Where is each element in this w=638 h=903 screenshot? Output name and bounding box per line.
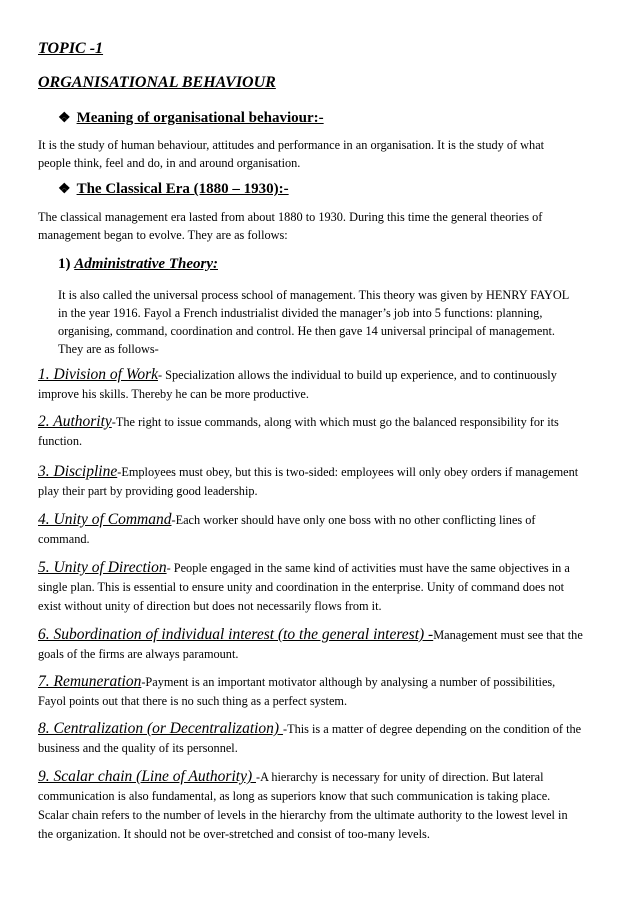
- principle-heading: 4. Unity of Command: [38, 511, 172, 528]
- subsection-title: Administrative Theory:: [74, 256, 218, 272]
- text-line: management began to evolve. They are as follows:: [38, 228, 288, 242]
- principle-heading: 3. Discipline: [38, 463, 118, 480]
- principle-item: [38, 767, 606, 844]
- principle-heading: 1. Division of Work: [38, 366, 158, 383]
- principle-item: [38, 510, 606, 549]
- diamond-bullet-icon: ❖: [58, 182, 71, 197]
- section-paragraph-meaning: [38, 136, 606, 172]
- section-heading-text: Meaning of organisational behaviour:-: [76, 110, 324, 126]
- principle-heading: 9. Scalar chain (Line of Authority): [38, 768, 256, 785]
- text-line: exist without unity of direction but does not necessarily flows from it.: [38, 599, 382, 613]
- principle-item: [38, 719, 606, 758]
- principle-heading: 5. Unity of Direction: [38, 559, 167, 576]
- principle-item: [38, 462, 606, 501]
- text-line: organising, command, coordination and control. He then gave 14 universal principal of management.: [58, 324, 555, 338]
- principle-text: -Each worker should have only one boss with no other conflicting lines of: [171, 513, 536, 527]
- principle-heading: 6. Subordination of individual interest (to the general interest) -: [38, 626, 434, 643]
- principle-heading: 8. Centralization (or Decentralization): [38, 720, 283, 737]
- text-line: in the year 1916. Fayol a French industrialist divided the manager’s job into 5 functions: planning,: [58, 306, 543, 320]
- text-line: business and the quality of its personnel.: [38, 741, 238, 755]
- text-line: single plan. This is essential to ensure unity and coordination in the enterprise. Unity of command does not: [38, 580, 565, 594]
- principle-text: -The right to issue commands, along with which must go the balanced responsibility for its: [111, 415, 559, 429]
- principle-heading: 2. Authority: [38, 413, 112, 430]
- principle-item: [38, 412, 606, 451]
- text-line: They are as follows-: [58, 342, 159, 356]
- text-line: function.: [38, 434, 83, 448]
- section-paragraph-classical-era: [38, 208, 606, 244]
- text-line: Scalar chain refers to the number of levels in the hierarchy from the ultimate authority to the lowest level in: [38, 808, 568, 822]
- principle-heading: 7. Remuneration: [38, 673, 142, 690]
- principle-item: [38, 558, 606, 616]
- text-line: people think, feel and do, in and around organisation.: [38, 156, 301, 170]
- text-line: It is the study of human behaviour, attitudes and performance in an organisation. It is the study of what: [38, 138, 545, 152]
- text-line: Fayol points out that there is no such thing as a perfect system.: [38, 694, 348, 708]
- section-heading-text: The Classical Era (1880 – 1930):-: [76, 181, 289, 197]
- principle-item: [38, 625, 606, 664]
- principle-text: -Payment is an important motivator although by analysing a number of possibilities,: [141, 675, 556, 689]
- text-line: goals of the firms are always paramount.: [38, 647, 239, 661]
- text-line: improve his skills. Thereby he can be more productive.: [38, 387, 309, 401]
- subsection-number: 1): [58, 256, 71, 272]
- principle-text: -A hierarchy is necessary for unity of direction. But lateral: [255, 770, 544, 784]
- subsection-paragraph: [58, 286, 606, 358]
- text-line: the organization. It should not be over-stretched and consist of too-many levels.: [38, 827, 430, 841]
- section-heading-classical-era: [58, 181, 289, 198]
- principle-text: -This is a matter of degree depending on the condition of the: [282, 722, 582, 736]
- principle-item: [38, 672, 606, 711]
- principle-text: Management must see that the: [433, 628, 583, 642]
- diamond-bullet-icon: ❖: [58, 111, 71, 126]
- text-line: command.: [38, 532, 90, 546]
- topic-label: TOPIC -1: [38, 40, 104, 57]
- text-line: play their part by providing good leadership.: [38, 484, 258, 498]
- page-title: ORGANISATIONAL BEHAVIOUR: [38, 74, 276, 91]
- text-line: It is also called the universal process school of management. This theory was given by HENRY FAYOL: [58, 288, 570, 302]
- subsection-heading: [58, 256, 218, 273]
- principle-text: - Specialization allows the individual to build up experience, and to continuously: [157, 368, 557, 382]
- text-line: communication is also fundamental, as long as superiors know that such communication is taking place.: [38, 789, 551, 803]
- text-line: The classical management era lasted from about 1880 to 1930. During this time the general theories of: [38, 210, 543, 224]
- section-heading-meaning: [58, 110, 324, 127]
- principle-text: -Employees must obey, but this is two-sided: employees will only obey orders if management: [117, 465, 579, 479]
- principle-text: - People engaged in the same kind of activities must have the same objectives in a: [166, 561, 570, 575]
- principle-item: [38, 365, 606, 404]
